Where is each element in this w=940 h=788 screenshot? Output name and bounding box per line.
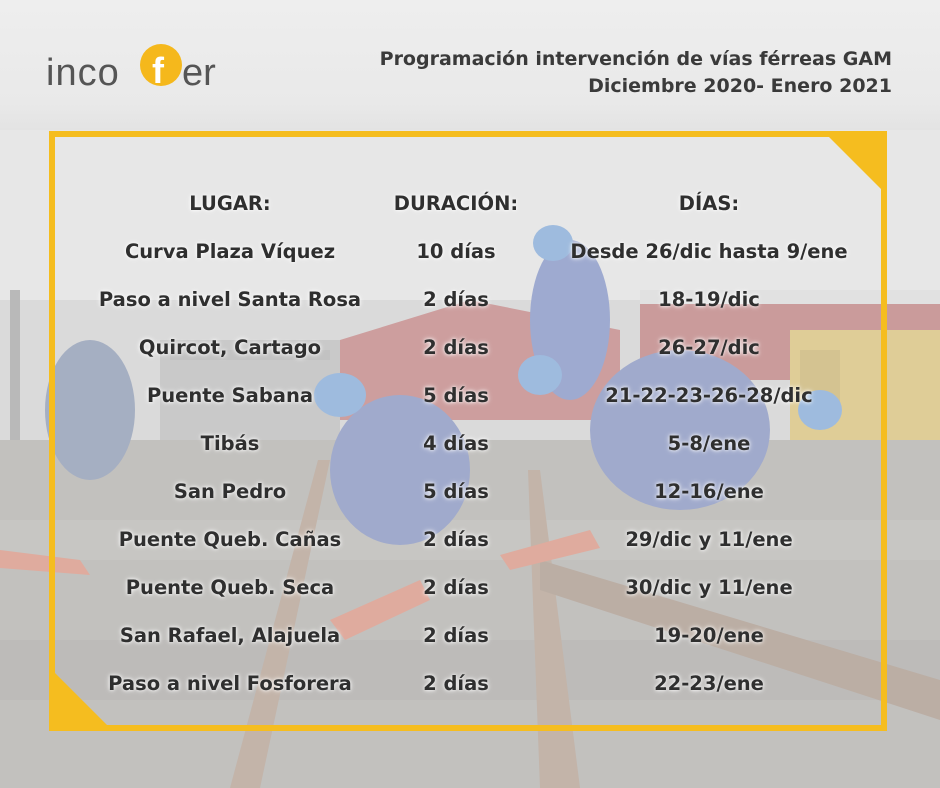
title-line-2: Diciembre 2020- Enero 2021 xyxy=(588,75,892,97)
row-dias: 29/dic y 11/ene xyxy=(625,528,793,551)
row-dias: 30/dic y 11/ene xyxy=(625,576,793,599)
row-dias: Desde 26/dic hasta 9/ene xyxy=(570,240,848,263)
row-dias: 21-22-23-26-28/dic xyxy=(605,384,813,407)
row-duracion: 5 días xyxy=(423,384,489,407)
incofer-logo xyxy=(46,50,216,106)
header-lugar: LUGAR: xyxy=(189,192,271,215)
row-lugar: San Rafael, Alajuela xyxy=(119,624,341,647)
row-dias: 5-8/ene xyxy=(667,432,751,455)
row-duracion: 2 días xyxy=(423,624,489,647)
row-lugar: Paso a nivel Santa Rosa xyxy=(98,288,362,311)
row-dias: 26-27/dic xyxy=(658,336,760,359)
page-title xyxy=(380,46,892,100)
row-lugar: Paso a nivel Fosforera xyxy=(108,672,352,695)
row-lugar: Quircot, Cartago xyxy=(138,336,322,359)
row-lugar: Tibás xyxy=(200,432,260,455)
header-dias: DÍAS: xyxy=(678,192,740,215)
row-lugar: Curva Plaza Víquez xyxy=(124,240,336,263)
frame-corner-top-right xyxy=(829,137,881,189)
row-dias: 12-16/ene xyxy=(654,480,764,503)
logo-suffix: er xyxy=(182,52,216,94)
row-dias: 19-20/ene xyxy=(654,624,764,647)
row-duracion: 2 días xyxy=(423,528,489,551)
logo-f: f xyxy=(152,50,164,91)
row-duracion: 10 días xyxy=(416,240,496,263)
title-line-1: Programación intervención de vías férreas GAM xyxy=(379,48,892,70)
row-dias: 22-23/ene xyxy=(654,672,764,695)
logo-prefix: inco xyxy=(46,52,120,94)
row-duracion: 2 días xyxy=(423,672,489,695)
header-duracion: DURACIÓN: xyxy=(393,192,519,215)
row-duracion: 2 días xyxy=(423,336,489,359)
row-lugar: Puente Queb. Seca xyxy=(125,576,335,599)
row-duracion: 5 días xyxy=(423,480,489,503)
row-lugar: Puente Queb. Cañas xyxy=(118,528,342,551)
row-duracion: 4 días xyxy=(423,432,489,455)
row-duracion: 2 días xyxy=(423,288,489,311)
row-dias: 18-19/dic xyxy=(658,288,760,311)
row-lugar: San Pedro xyxy=(173,480,287,503)
row-lugar: Puente Sabana xyxy=(147,384,313,407)
row-duracion: 2 días xyxy=(423,576,489,599)
